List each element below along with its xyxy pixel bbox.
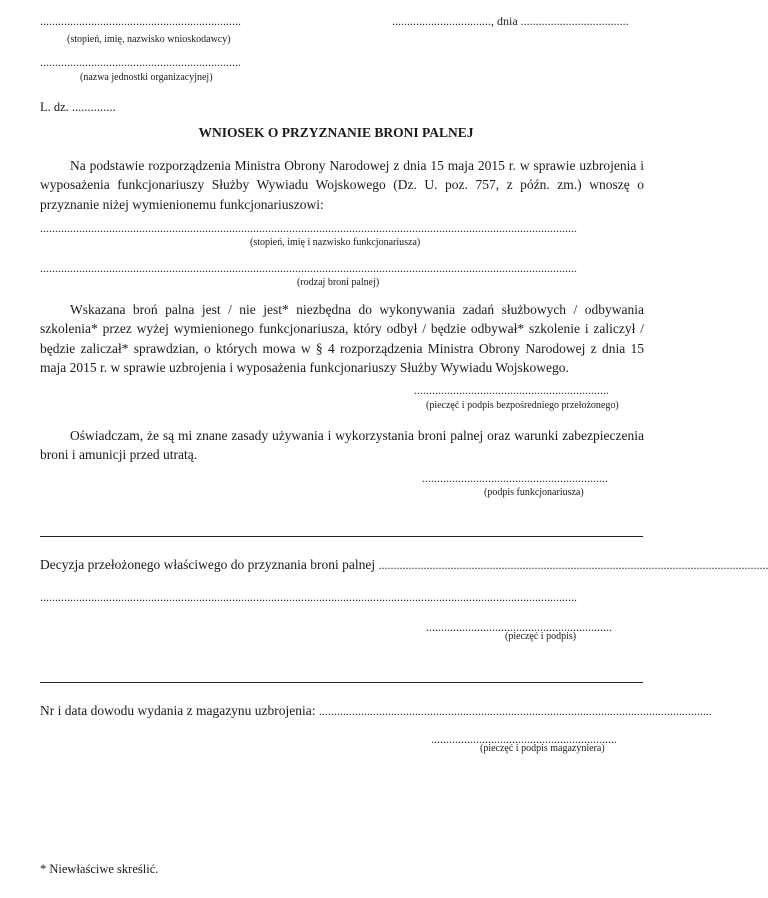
officer-caption: (stopień, imię i nazwisko funkcjonariusza): [250, 237, 421, 248]
place-date-line[interactable]: [392, 14, 629, 28]
document-title: WNIOSEK O PRZYZNANIE BRONI PALNEJ: [198, 125, 474, 140]
reference-number[interactable]: L. dz. ..............: [40, 100, 116, 114]
place-date-text: ................................., dnia ....................................: [392, 14, 629, 28]
section-divider-1: [40, 536, 643, 537]
issue-field[interactable]: ...................................................................................................................................: [318, 704, 712, 718]
decision-label: Decyzja przełożonego właściwego do przyznania broni palnej: [40, 557, 376, 572]
officer-line[interactable]: ...................................................................................................................................................................................: [40, 221, 577, 235]
superior-signature-line[interactable]: .................................................................: [414, 383, 609, 397]
section-divider-2: [40, 682, 643, 683]
storekeeper-signature-line[interactable]: ..............................................................: [431, 732, 617, 746]
decision-signature-line[interactable]: ..............................................................: [426, 620, 612, 634]
officer-signature-caption: (podpis funkcjonariusza): [484, 487, 584, 498]
issue-row: [40, 701, 712, 720]
unit-caption: (nazwa jednostki organizacyjnej): [80, 72, 213, 83]
applicant-caption: (stopień, imię, nazwisko wnioskodawcy): [67, 34, 231, 45]
declaration-paragraph: Oświadczam, że są mi znane zasady używania i wykorzystania broni palnej oraz warunki zabezpieczenia broni i amunicji przed utratą.: [40, 428, 644, 463]
decision-signature-caption: (pieczęć i podpis): [505, 631, 577, 642]
unit-line[interactable]: ...................................................................: [40, 55, 241, 69]
decision-line-2[interactable]: ...................................................................................................................................................................................: [40, 590, 577, 604]
officer-signature-line[interactable]: ..............................................................: [422, 471, 608, 485]
superior-signature-caption: (pieczęć i podpis bezpośredniego przełożonego): [426, 400, 619, 411]
footnote: * Niewłaściwe skreślić.: [40, 862, 159, 876]
weapon-type-caption: (rodzaj broni palnej): [297, 277, 380, 288]
decision-field[interactable]: ..................................................................................................................................: [378, 558, 768, 572]
issue-label: Nr i data dowodu wydania z magazynu uzbrojenia:: [40, 703, 316, 718]
necessity-paragraph: Wskazana broń palna jest / nie jest* niezbędna do wykonywania zadań służbowych / odbywania szkolenia* przez wyżej wymienionego funkcjonariusza, który odbył / będzie odbywał* szkolenie i zaliczył / będzie zaliczał* sprawdzian, o których mowa w § 4 rozporządzenia Ministra Obrony Narodowej z dnia 15 maja 2015 r. w sprawie uzbrojenia i wyposażenia funkcjonariuszy Służby Wywiadu Wojskowego.: [40, 302, 644, 375]
weapon-type-line[interactable]: ...................................................................................................................................................................................: [40, 261, 577, 275]
storekeeper-signature-caption: (pieczęć i podpis magazyniera): [480, 743, 605, 754]
intro-paragraph: Na podstawie rozporządzenia Ministra Obrony Narodowej z dnia 15 maja 2015 r. w sprawie uzbrojenia i wyposażenia funkcjonariuszy Służby Wywiadu Wojskowego (Dz. U. poz. 757, z późn. zm.) wnoszę o przyznanie niżej wymienionemu funkcjonariuszowi:: [40, 158, 644, 212]
decision-row: [40, 555, 768, 574]
applicant-line[interactable]: ...................................................................: [40, 14, 241, 28]
